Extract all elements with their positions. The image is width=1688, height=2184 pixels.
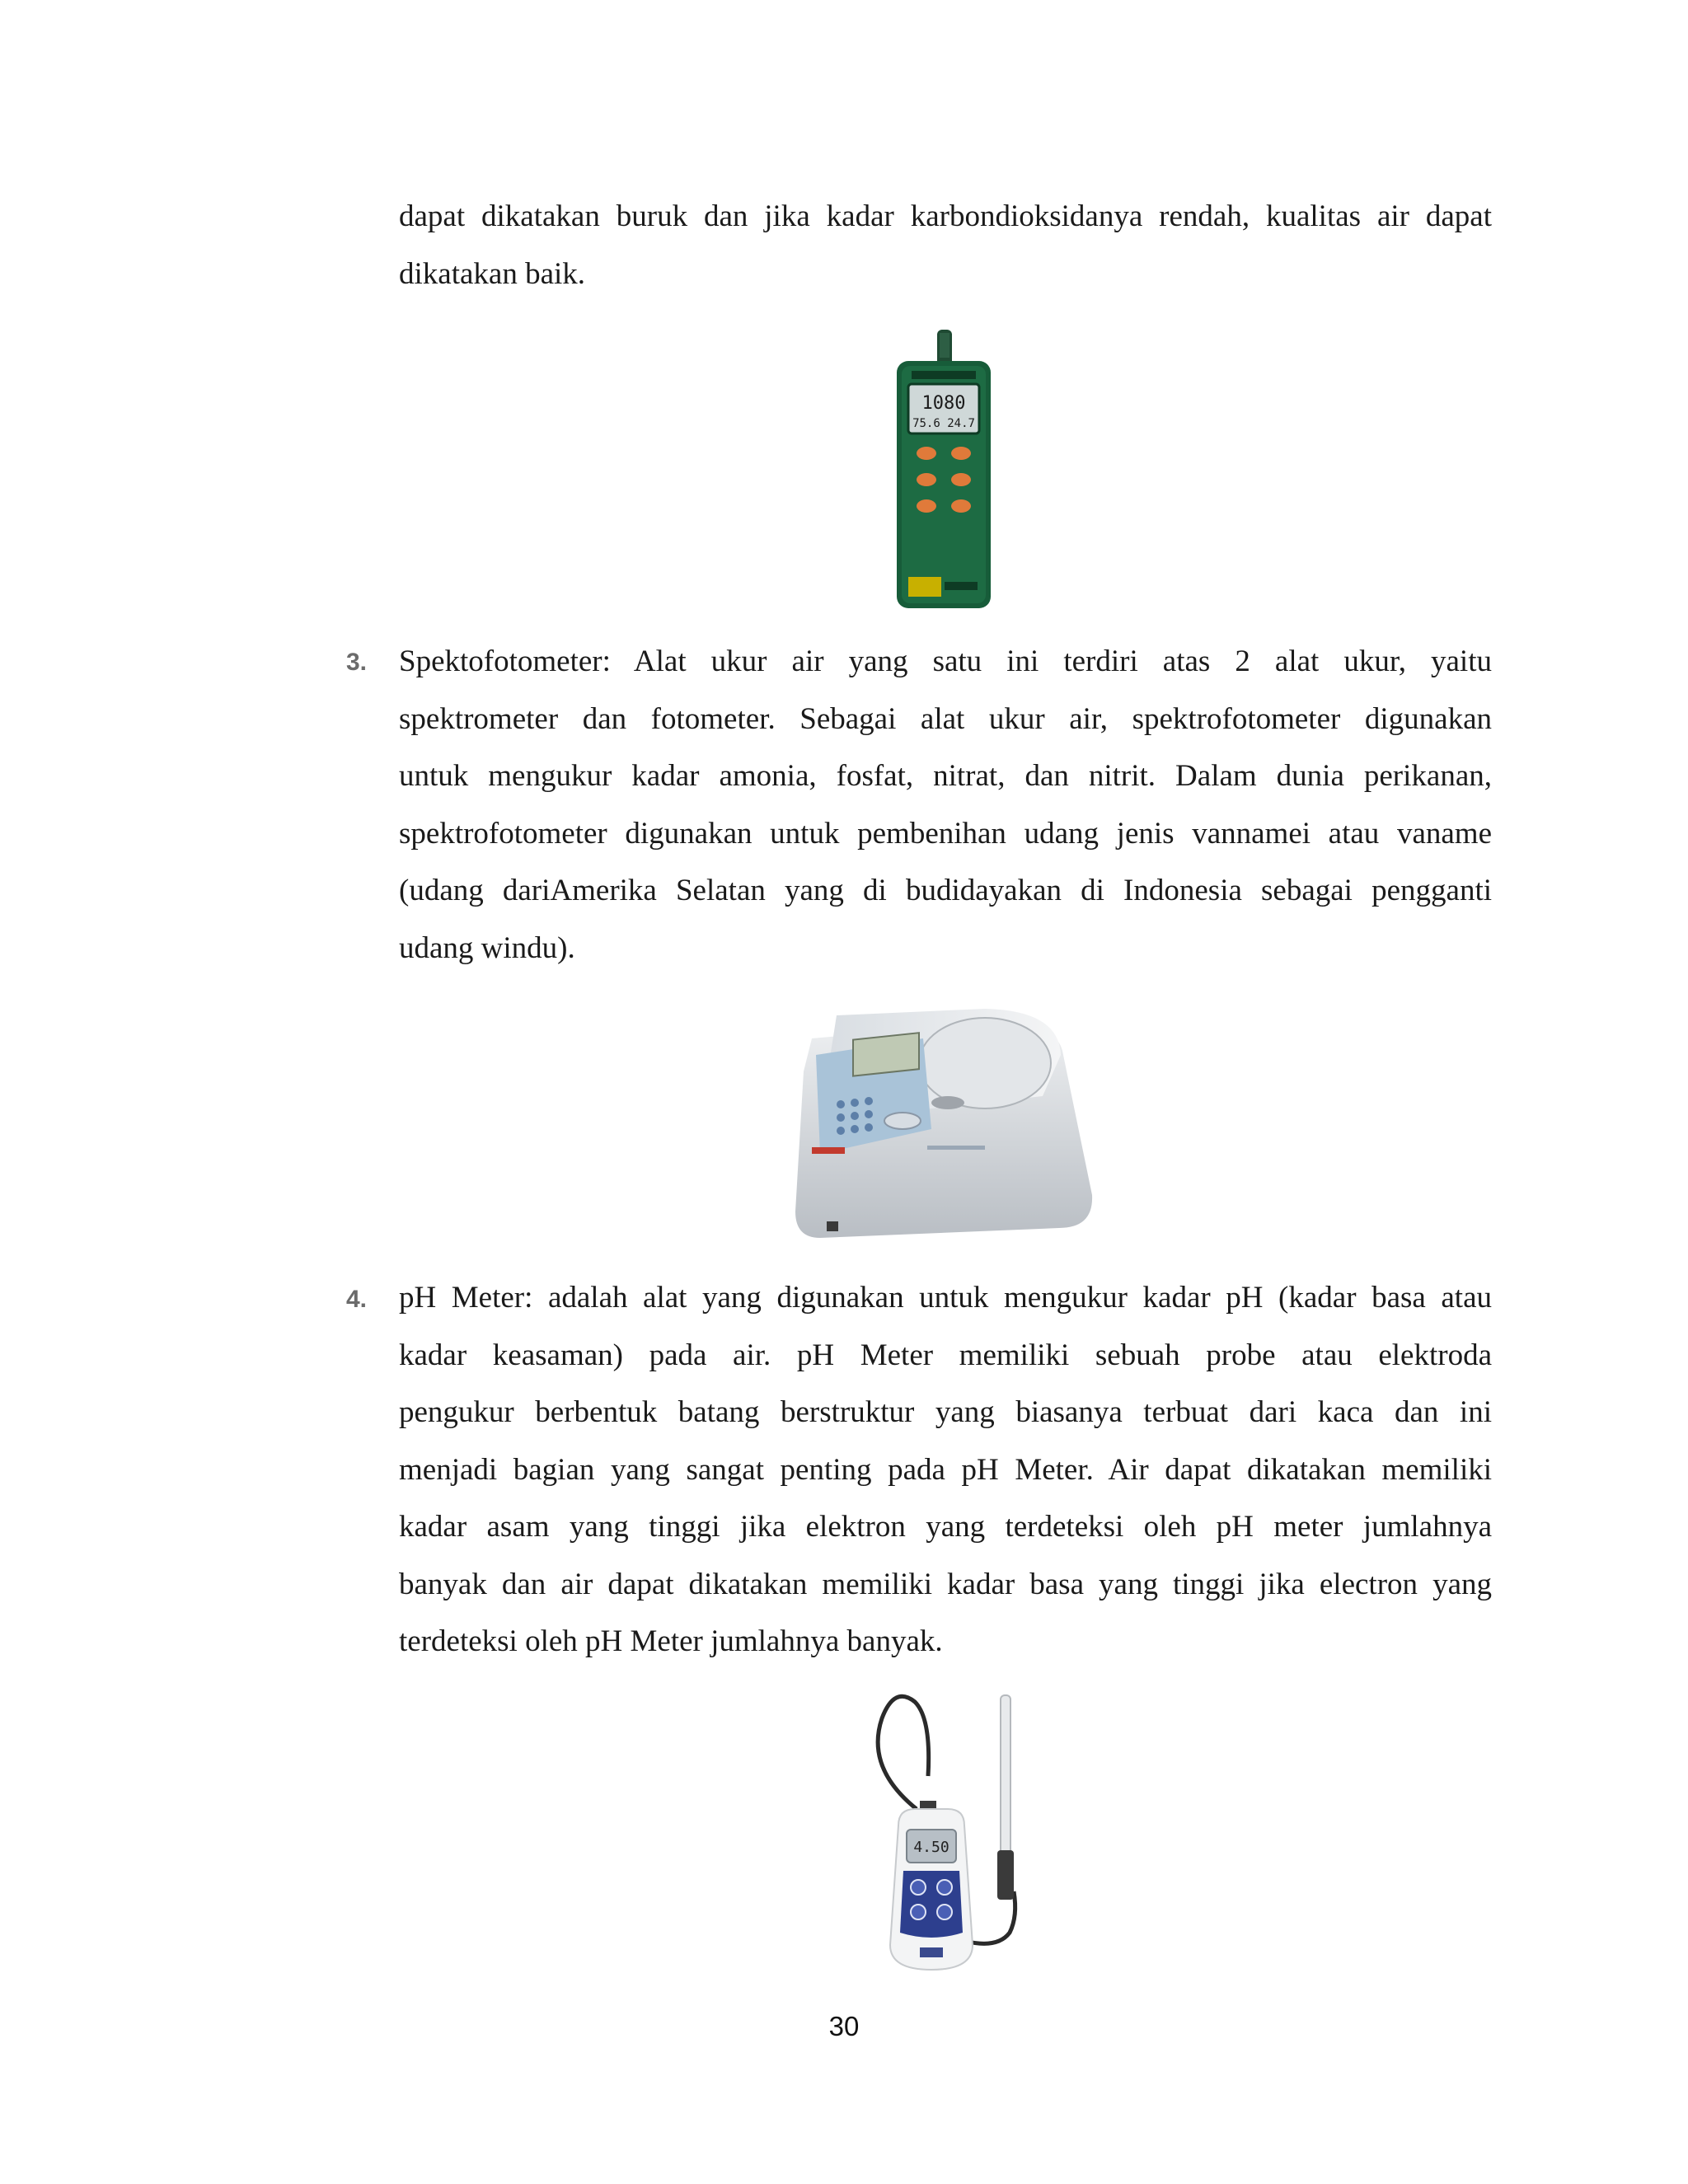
svg-text:4.50: 4.50 bbox=[913, 1839, 950, 1856]
co2-meter-device-image bbox=[890, 330, 997, 618]
paragraph-line: pengukur berbentuk batang berstruktur yang biasanya terbuat dari kaca dan ini bbox=[399, 1395, 1492, 1429]
list-number: 3. bbox=[346, 649, 368, 676]
spectrophotometer-device-image bbox=[787, 1005, 1100, 1249]
list-number: 4. bbox=[346, 1286, 368, 1313]
intro-paragraph bbox=[399, 188, 1492, 302]
paragraph-line: udang windu). bbox=[399, 930, 575, 965]
paragraph-line: terdeteksi oleh pH Meter jumlahnya banyak. bbox=[399, 1624, 943, 1658]
svg-text:75.6 24.7: 75.6 24.7 bbox=[912, 417, 975, 430]
paragraph-line: menjadi bagian yang sangat penting pada pH Meter. Air dapat dikatakan memiliki bbox=[399, 1452, 1492, 1487]
ph-meter-device-image bbox=[849, 1685, 1039, 1978]
paragraph-line: Spektofotometer: Alat ukur air yang satu ini terdiri atas 2 alat ukur, yaitu bbox=[399, 644, 1492, 678]
list-item-ph-meter bbox=[399, 1269, 1492, 1671]
paragraph-line: banyak dan air dapat dikatakan memiliki kadar basa yang tinggi jika electron yang bbox=[399, 1567, 1492, 1601]
paragraph-line: spektrometer dan fotometer. Sebagai alat ukur air, spektrofotometer digunakan bbox=[399, 701, 1492, 736]
intro-line: dikatakan baik. bbox=[399, 256, 586, 291]
list-item-spektrofotometer bbox=[399, 633, 1492, 977]
paragraph-line: spektrofotometer digunakan untuk pembenihan udang jenis vannamei atau vaname bbox=[399, 816, 1492, 851]
paragraph-line: pH Meter: adalah alat yang digunakan untuk mengukur kadar pH (kadar basa atau bbox=[399, 1281, 1492, 1315]
paragraph-line: untuk mengukur kadar amonia, fosfat, nitrat, dan nitrit. Dalam dunia perikanan, bbox=[399, 759, 1492, 793]
paragraph-line: (udang dariAmerika Selatan yang di budidayakan di Indonesia sebagai pengganti bbox=[399, 874, 1492, 907]
paragraph-line: kadar keasaman) pada air. pH Meter memiliki sebuah probe atau elektroda bbox=[399, 1338, 1492, 1372]
paragraph-line: kadar asam yang tinggi jika elektron yang terdeteksi oleh pH meter jumlahnya bbox=[399, 1510, 1492, 1544]
page-number: 30 bbox=[828, 2011, 860, 2041]
intro-line: dapat dikatakan buruk dan jika kadar karbondioksidanya rendah, kualitas air dapat bbox=[399, 199, 1492, 233]
svg-text:1080: 1080 bbox=[921, 393, 966, 414]
